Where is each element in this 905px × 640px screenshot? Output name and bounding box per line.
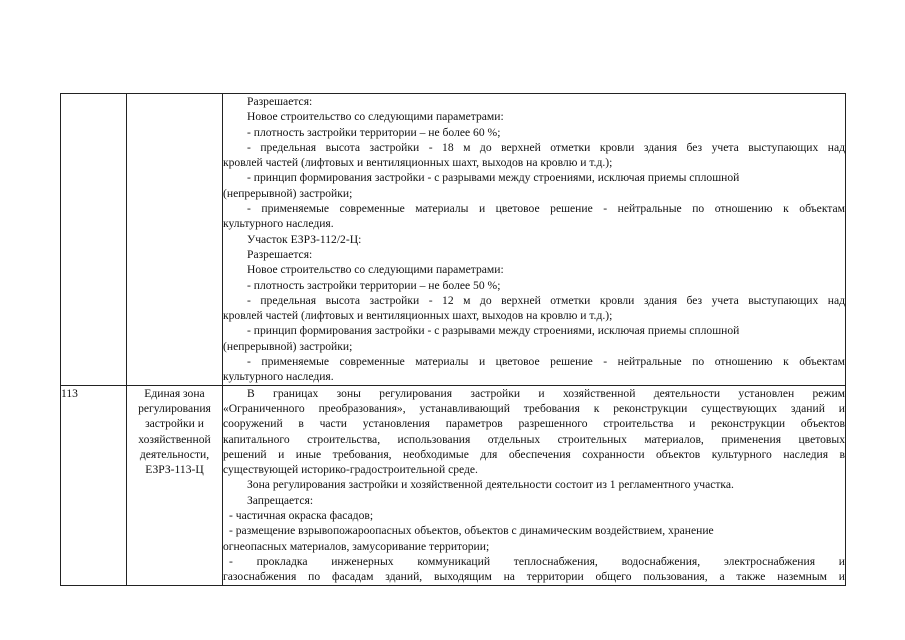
- regulation-text-line: Запрещается:: [247, 493, 314, 507]
- regulation-text-line: культурного наследия.: [223, 217, 334, 231]
- zone-name-line: ЕЗРЗ-113-Ц: [145, 463, 204, 477]
- regulation-text-line: Зона регулирования застройки и хозяйственной деятельности состоит из 1 регламентного участка.: [247, 478, 734, 492]
- regulation-text-line: - применяемые современные материалы и цветовое решение - нейтральные по отношению к объектам: [247, 202, 845, 216]
- regulations-table: [60, 93, 846, 586]
- zone-name-line: хозяйственной: [138, 432, 211, 446]
- row-number-cell: [61, 94, 127, 386]
- table-row: [61, 94, 846, 386]
- regulation-text-line: сооружений в части установления параметров разрешенного строительства и реконструкции объектов: [223, 417, 845, 431]
- regulation-text-line: (непрерывной) застройки;: [223, 186, 353, 200]
- regulation-text-line: Разрешается:: [247, 95, 313, 108]
- regulation-text-line: (непрерывной) застройки;: [223, 339, 353, 353]
- regulation-text-line: Участок ЕЗРЗ-112/2-Ц:: [247, 232, 362, 246]
- regulation-text-line: - плотность застройки территории – не более 50 %;: [247, 278, 501, 292]
- regulation-text-line: кровлей частей (лифтовых и вентиляционных шахт, выходов на кровлю и т.д.);: [223, 309, 613, 323]
- regulation-text-cell: [223, 385, 846, 585]
- row-number-cell: [61, 385, 127, 585]
- zone-name-line: Единая зона: [144, 386, 205, 400]
- zone-name-cell: [127, 94, 223, 386]
- table-row: [61, 385, 846, 585]
- regulation-text-line: «Ограниченного преобразования», устанавливающий требования к реконструкции существующих зданий и: [223, 401, 845, 415]
- regulation-text-line: культурного наследия.: [223, 370, 334, 384]
- zone-name-line: регулирования: [138, 401, 211, 415]
- regulation-text-cell: [223, 94, 846, 386]
- regulation-text-line: - плотность застройки территории – не более 60 %;: [247, 125, 501, 139]
- regulation-text-line: Новое строительство со следующими параметрами:: [247, 263, 504, 277]
- regulation-text-line: - прокладка инженерных коммуникаций теплоснабжения, водоснабжения, электроснабжения и: [229, 554, 845, 568]
- regulation-text-line: - частичная окраска фасадов;: [229, 509, 374, 523]
- regulation-text-line: газоснабжения по фасадам зданий, выходящим на территории общего пользования, а также наземным и: [223, 570, 845, 584]
- regulation-text-line: В границах зоны регулирования застройки и хозяйственной деятельности установлен режим: [247, 386, 845, 400]
- regulation-text-line: существующей историко-градостроительной среде.: [223, 463, 478, 477]
- regulation-text-line: Разрешается:: [247, 247, 313, 261]
- regulation-text-line: - применяемые современные материалы и цветовое решение - нейтральные по отношению к объектам: [247, 355, 845, 369]
- row-number: 113: [61, 386, 78, 400]
- regulation-text-line: огнеопасных материалов, замусоривание территории;: [223, 539, 490, 553]
- regulation-text-line: капитального строительства, использования отдельных строительных материалов, применения цветовых: [223, 432, 845, 446]
- regulation-text-line: - принцип формирования застройки - с разрывами между строениями, исключая приемы сплошной: [247, 324, 740, 338]
- regulation-text-line: - предельная высота застройки - 18 м до верхней отметки кровли здания без учета выступающих над: [247, 140, 845, 154]
- zone-name-cell: [127, 385, 223, 585]
- zone-name-line: деятельности,: [139, 447, 210, 461]
- regulation-text-line: кровлей частей (лифтовых и вентиляционных шахт, выходов на кровлю и т.д.);: [223, 156, 613, 170]
- regulation-text-line: решений и иные требования, необходимые для обеспечения сохранности объектов культурного наследия в: [223, 447, 845, 461]
- regulation-text-line: - принцип формирования застройки - с разрывами между строениями, исключая приемы сплошной: [247, 171, 740, 185]
- zone-name-line: застройки и: [145, 417, 204, 431]
- regulation-text-line: Новое строительство со следующими параметрами:: [247, 110, 504, 124]
- regulation-text-line: - размещение взрывопожароопасных объектов, объектов с динамическим воздействием, хранение: [229, 524, 714, 538]
- regulation-text-line: - предельная высота застройки - 12 м до верхней отметки кровли здания без учета выступающих над: [247, 293, 845, 307]
